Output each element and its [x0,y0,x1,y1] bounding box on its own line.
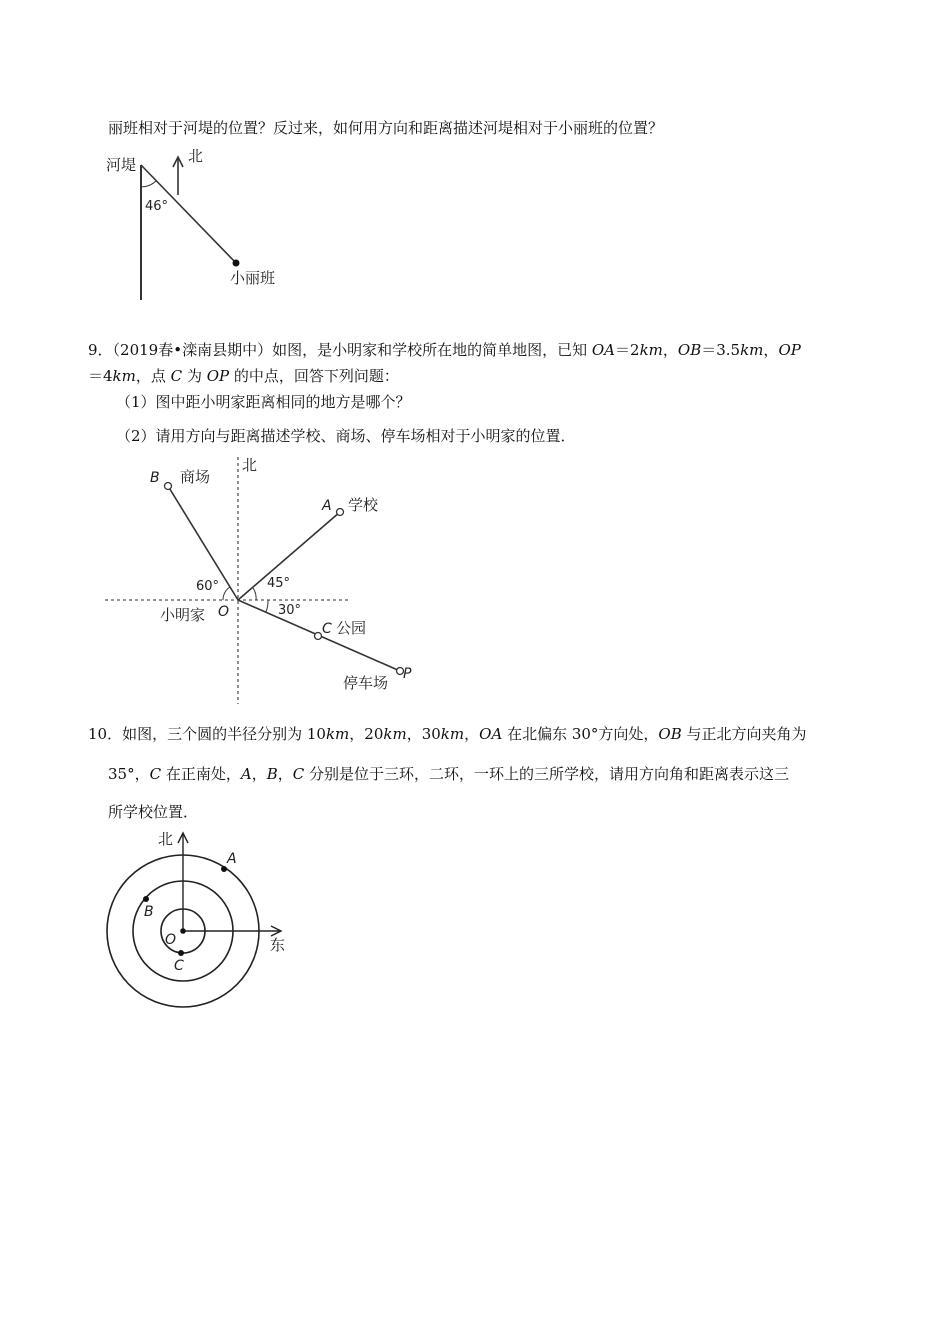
q10-sep-2: ， [277,765,293,783]
school-c-point [178,950,184,956]
o-label: O [165,932,177,948]
q9-op: OP [778,341,801,359]
home-label: 小明家 [160,606,206,624]
q10-b: B [266,765,278,783]
q9-line2 [88,366,399,386]
q9-line2-mid: ，点 [135,367,166,385]
path-line [141,165,236,263]
angle-60-arc [223,587,230,600]
q9-ob: OB [677,341,702,359]
q10-line3: 所学校位置． [108,803,199,821]
north-label: 北 [158,830,174,848]
q9-line2-end: 的中点，回答下列问题： [233,367,399,385]
q9-op-value: ＝4 [88,367,113,385]
c-label: C [174,958,184,974]
q9-comma-2: ， [763,341,779,359]
q10-km-2: km [383,725,407,743]
class-label: 小丽班 [230,269,276,287]
a-label: A [322,498,332,514]
q9-ob-value: ＝3.5 [701,341,741,359]
q10-km-1: km [325,725,350,743]
q10-ob: OB [658,725,682,743]
q10-a: A [240,765,252,783]
parking-label: 停车场 [343,674,389,692]
q10-line2-b: 在正南处， [165,765,241,783]
q9-km-2: km [740,341,764,359]
q9-figure [100,452,430,707]
q10-km-3: km [440,725,465,743]
q9-sub2: （2）请用方向与距离描述学校、商场、停车场相对于小明家的位置． [116,427,576,445]
angle-30-label: 30° [278,603,302,618]
q9-op-2: OP [206,367,230,385]
q10-line1-d: ， [464,725,480,743]
q9-oa: OA [591,341,616,359]
mall-label: 商场 [180,468,211,486]
school-b-point [143,896,149,902]
p-label: P [403,666,412,682]
q9-line1 [88,340,801,360]
o-label: O [218,604,230,620]
q9-km-1: km [639,341,663,359]
angle-30-arc [266,600,268,612]
park-label: 公园 [336,619,367,637]
b-label: B [144,904,154,920]
q9-oa-value: ＝2 [615,341,640,359]
q8-text-line: 丽班相对于河堤的位置？反过来，如何用方向和距离描述河堤相对于小丽班的位置？ [108,119,664,137]
point-c [315,633,322,640]
point-a [337,509,344,516]
q10-line1-a: 10．如图，三个圆的半径分别为 10 [88,725,326,743]
north-label: 北 [242,456,258,474]
q9-comma-1: ， [662,341,678,359]
school-label: 学校 [348,496,379,514]
b-label: B [150,470,160,486]
q9-line2-mid2: 为 [186,367,202,385]
q10-line2-c: 分别是位于三环，二环，一环上的三所学校，请用方向角和距离表示这三 [309,765,790,783]
q9-c: C [170,367,183,385]
q9-line1-text: 如图，是小明家和学校所在地的简单地图，已知 [272,341,588,359]
q9-number: 9． [88,341,113,359]
q10-line1-c: ，30 [406,725,441,743]
c-label: C [322,621,332,637]
q10-line2-a: 35°， [108,765,150,783]
q10-c: C [149,765,162,783]
q10-line1-f: 与正北方向夹角为 [686,725,807,743]
q10-oa: OA [479,725,503,743]
q10-sep-1: ， [251,765,267,783]
angle-45-label: 45° [267,576,291,591]
angle-45-arc [253,588,256,600]
levee-label: 河堤 [106,156,137,174]
q10-line2 [108,764,789,784]
q10-line1-e: 在北偏东 30°方向处， [507,725,659,743]
angle-arc [141,181,156,187]
east-label: 东 [270,936,286,954]
q8-figure [95,145,315,305]
q10-line1-b: ，20 [349,725,384,743]
north-label: 北 [188,147,204,165]
q10-line1 [88,724,807,744]
angle-60-label: 60° [196,579,220,594]
angle-label: 46° [145,199,169,214]
a-label: A [227,851,237,867]
q9-source: （2019春•滦南县期中） [112,341,273,359]
center-o [180,928,186,934]
point-b [165,483,172,490]
q9-sub1: （1）图中距小明家距离相同的地方是哪个？ [116,393,411,411]
q10-figure [100,826,300,1011]
class-point [233,260,240,267]
q10-c-2: C [292,765,305,783]
q9-km-3: km [112,367,136,385]
